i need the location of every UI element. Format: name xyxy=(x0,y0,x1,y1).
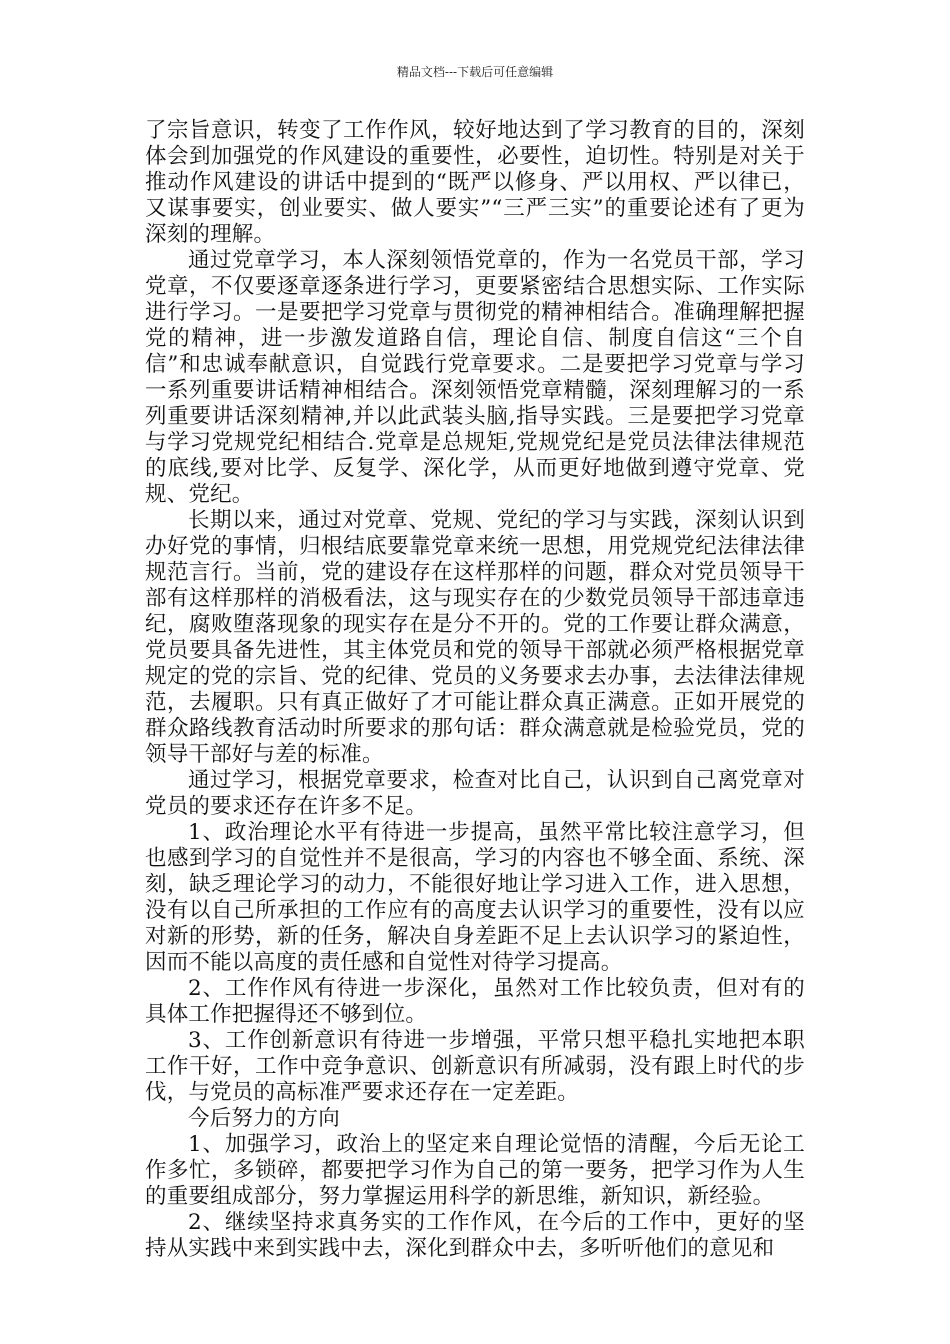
paragraph: 1、政治理论水平有待进一步提高，虽然平常比较注意学习，但也感到学习的自觉性并不是很高，学习的内容也不够全面、系统、深刻，缺乏理论学习的动力，不能很好地让学习进入工作，进入思想，没有以自己所承担的工作应有的高度去认识学习的重要性，没有以应对新的形势，新的任务，解决自身差距不足上去认识学习的紧迫性，因而不能以高度的责任感和自觉性对待学习提高。 xyxy=(145,820,805,975)
page-header: 精品文档---下载后可任意编辑 xyxy=(396,65,554,79)
section-heading: 今后努力的方向 xyxy=(188,1106,340,1131)
paragraph: 3、工作创新意识有待进一步增强，平常只想平稳扎实地把本职工作干好，工作中竞争意识、创新意识有所减弱，没有跟上时代的步伐，与党员的高标准严要求还存在一定差距。 xyxy=(145,1028,805,1105)
paragraph: 了宗旨意识，转变了工作作风，较好地达到了学习教育的目的，深刻体会到加强党的作风建设的重要性，必要性，迫切性。特别是对关于推动作风建设的讲话中提到的“既严以修身、严以用权、严以律已，又谋事要实，创业要实、做人要实”“三严三实”的重要论述有了更为深刻的理解。 xyxy=(145,118,805,247)
paragraph: 1、加强学习，政治上的坚定来自理论觉悟的清醒，今后无论工作多忙，多锁碎，都要把学习作为自己的第一要务，把学习作为人生的重要组成部分，努力掌握运用科学的新思维，新知识，新经验。 xyxy=(145,1132,805,1209)
paragraph: 2、继续坚持求真务实的工作作风，在今后的工作中，更好的坚持从实践中来到实践中去，深化到群众中去，多听听他们的意见和 xyxy=(145,1210,805,1261)
document-body xyxy=(145,118,805,1262)
paragraph: 通过党章学习，本人深刻领悟党章的，作为一名党员干部，学习党章，不仅要逐章逐条进行学习，更要紧密结合思想实际、工作实际进行学习。一是要把学习党章与贯彻党的精神相结合。准确理解把握党的精神，进一步激发道路自信，理论自信、制度自信这“三个自信”和忠诚奉献意识，自觉践行党章要求。二是要把学习党章与学习一系列重要讲话精神相结合。深刻领悟党章精髓，深刻理解习的一系列重要讲话深刻精神,并以此武装头脑,指导实践。三是要把学习党章与学习党规党纪相结合.党章是总规矩,党规党纪是党员法律法律规范的底线,要对比学、反复学、深化学，从而更好地做到遵守党章、党规、党纪。 xyxy=(145,248,805,507)
paragraph: 通过学习，根据党章要求，检查对比自己，认识到自己离党章对党员的要求还存在许多不足。 xyxy=(145,768,805,819)
paragraph: 2、工作作风有待进一步深化，虽然对工作比较负责，但对有的具体工作把握得还不够到位。 xyxy=(145,976,805,1027)
paragraph: 长期以来，通过对党章、党规、党纪的学习与实践，深刻认识到办好党的事情，归根结底要靠党章来统一思想，用党规党纪法律法律规范言行。当前，党的建设存在这样那样的问题，群众对党员领导干部有这样那样的消极看法，这与现实存在的少数党员领导干部违章违纪，腐败堕落现象的现实存在是分不开的。党的工作要让群众满意，党员要具备先进性，其主体党员和党的领导干部就必须严格根据党章规定的党的宗旨、党的纪律、党员的义务要求去办事，去法律法律规范，去履职。只有真正做好了才可能让群众真正满意。正如开展党的群众路线教育活动时所要求的那句话：群众满意就是检验党员，党的领导干部好与差的标准。 xyxy=(145,508,805,767)
